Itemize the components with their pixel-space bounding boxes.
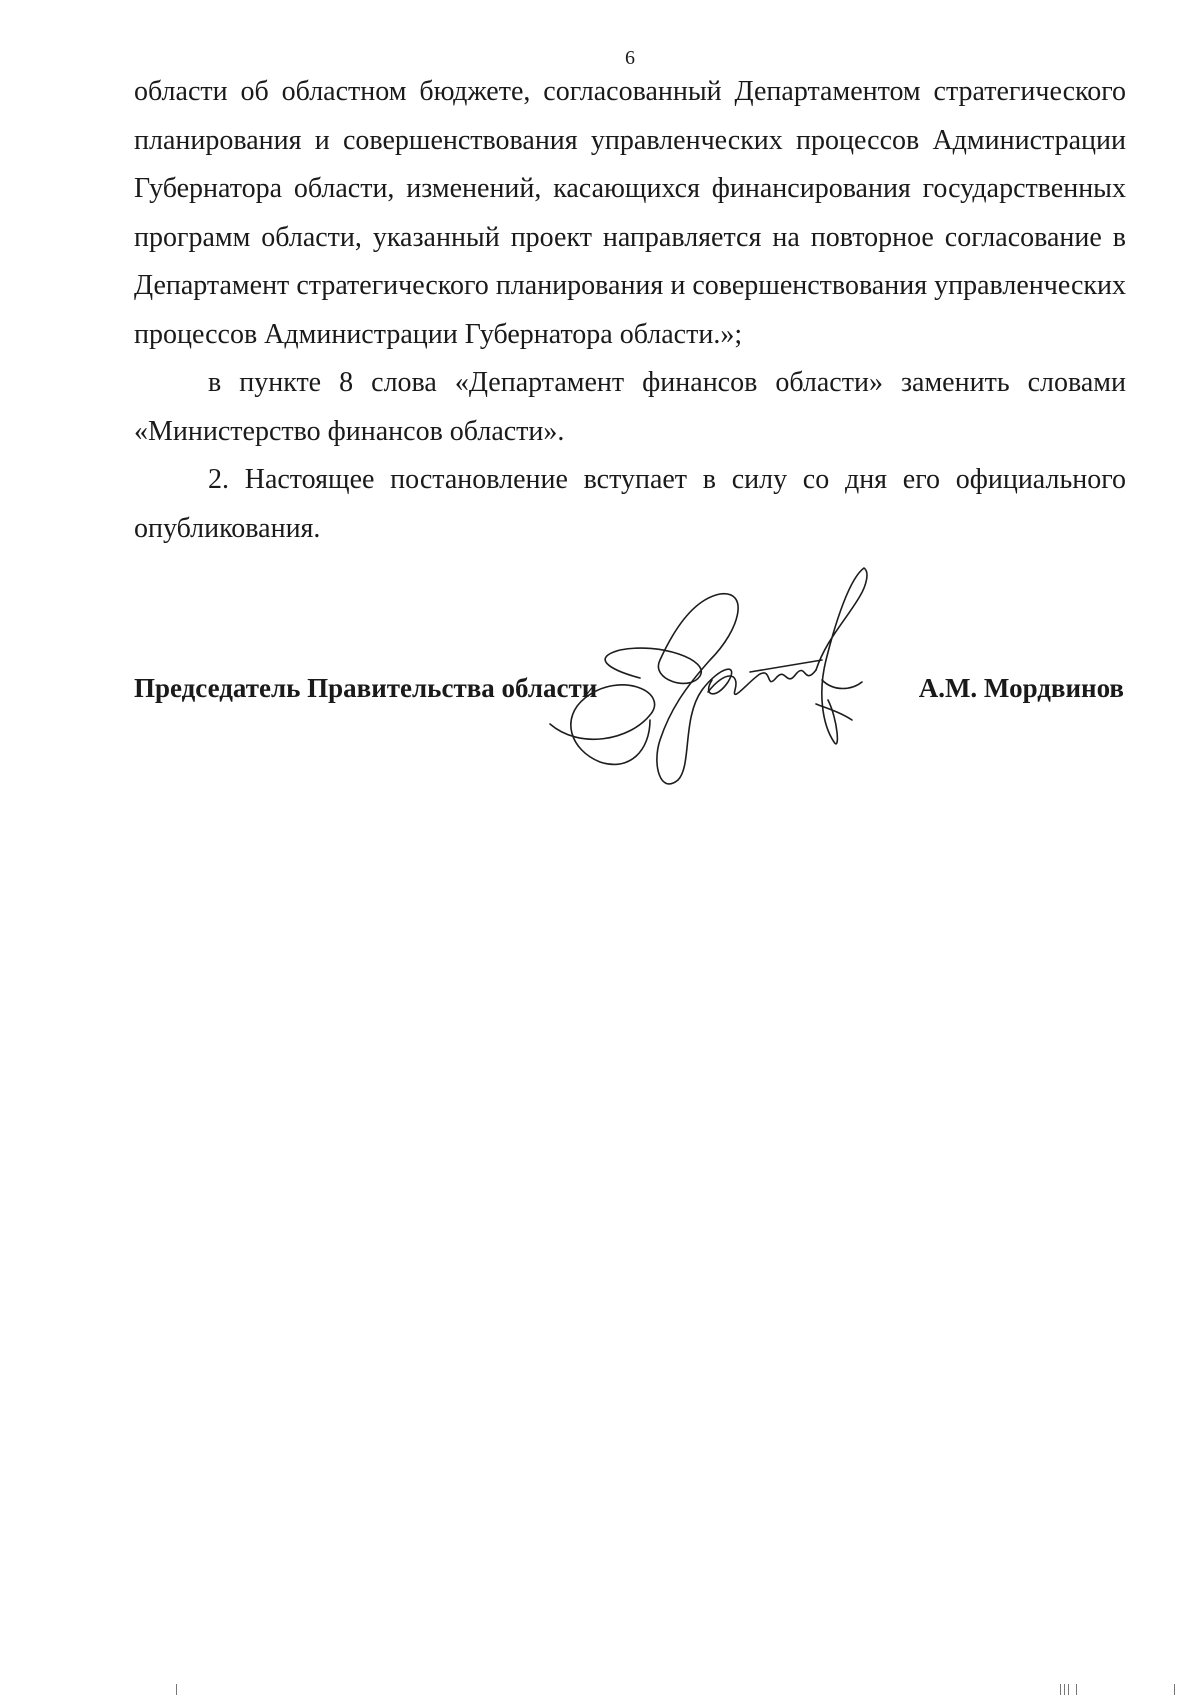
point-8-paragraph: в пункте 8 слова «Департамент финансов области» заменить словами «Министерство финансов области». <box>134 367 1126 447</box>
signatory-name: А.М. Мордвинов <box>918 673 1124 703</box>
scan-edge-marks <box>0 1680 1200 1697</box>
handwritten-signature-icon <box>590 600 950 800</box>
page-number: 6 <box>625 47 635 69</box>
effective-date-paragraph: 2. Настоящее постановление вступает в силу со дня его официального опубликования. <box>134 464 1126 544</box>
continuation-paragraph: области об областном бюджете, согласованный Департаментом стратегического планирования и совершенствования управленческих процессов Администрации Губернатора области, изменений, касающихся финансирования государственных программ области, указанный проект направляется на повторное согласование в Департамент стратегического планирования и совершенствования управленческих процессов Администрации Губернатора области.»; <box>134 76 1126 350</box>
signatory-title: Председатель Правительства области <box>134 673 598 703</box>
document-body <box>134 68 1126 553</box>
